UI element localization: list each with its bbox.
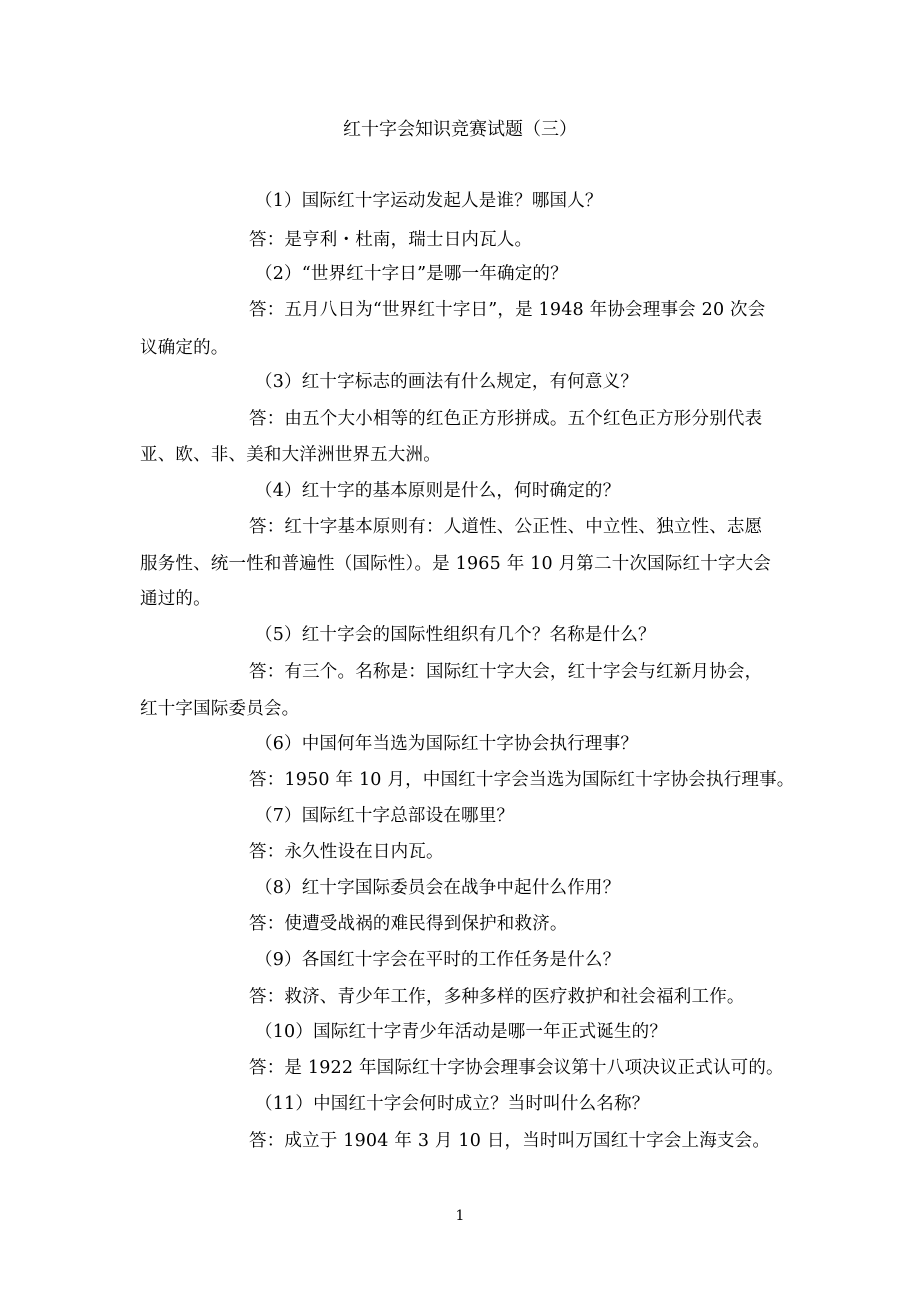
answer-4-line-2: 服务性、统一性和普遍性（国际性）。是 1965 年 10 月第二十次国际红十字大会 bbox=[140, 554, 772, 574]
page-number: 1 bbox=[455, 1208, 465, 1224]
question-10: （10）国际红十字青少年活动是哪一年正式诞生的？ bbox=[255, 1022, 668, 1042]
question-5: （5）红十字会的国际性组织有几个？名称是什么？ bbox=[255, 625, 656, 645]
answer-5-line-1: 答：有三个。名称是：国际红十字大会，红十字会与红新月协会， bbox=[249, 662, 763, 682]
answer-8-line-1: 答：使遭受战祸的难民得到保护和救济。 bbox=[249, 914, 568, 934]
answer-1-line-1: 答：是亨利・杜南，瑞士日内瓦人。 bbox=[249, 230, 533, 250]
answer-6-line-1: 答：1950 年 10 月，中国红十字会当选为国际红十字协会执行理事。 bbox=[249, 770, 795, 790]
answer-11-line-1: 答：成立于 1904 年 3 月 10 日，当时叫万国红十字会上海支会。 bbox=[249, 1131, 771, 1151]
answer-2-line-2: 议确定的。 bbox=[140, 338, 229, 358]
answer-5-line-2: 红十字国际委员会。 bbox=[140, 699, 300, 719]
answer-9-line-1: 答：救济、青少年工作，多种多样的医疗救护和社会福利工作。 bbox=[249, 987, 745, 1007]
question-4: （4）红十字的基本原则是什么，何时确定的？ bbox=[255, 481, 621, 501]
question-2: （2）“世界红十字日”是哪一年确定的？ bbox=[255, 264, 568, 284]
question-11: （11）中国红十字会何时成立？当时叫什么名称？ bbox=[255, 1094, 650, 1114]
question-9: （9）各国红十字会在平时的工作任务是什么？ bbox=[255, 950, 621, 970]
question-6: （6）中国何年当选为国际红十字协会执行理事？ bbox=[255, 734, 639, 754]
answer-4-line-1: 答：红十字基本原则有：人道性、公正性、中立性、独立性、志愿 bbox=[249, 517, 763, 537]
answer-2-line-1: 答：五月八日为“世界红十字日”，是 1948 年协会理事会 20 次会 bbox=[249, 300, 766, 320]
answer-4-line-3: 通过的。 bbox=[140, 589, 211, 609]
answer-3-line-1: 答：由五个大小相等的红色正方形拼成。五个红色正方形分别代表 bbox=[249, 409, 763, 429]
document-title: 红十字会知识竞赛试题（三） bbox=[343, 119, 577, 140]
answer-10-line-1: 答：是 1922 年国际红十字协会理事会议第十八项决议正式认可的。 bbox=[249, 1058, 784, 1078]
answer-7-line-1: 答：永久性设在日内瓦。 bbox=[249, 842, 444, 862]
answer-3-line-2: 亚、欧、非、美和大洋洲世界五大洲。 bbox=[140, 445, 441, 465]
question-3: （3）红十字标志的画法有什么规定，有何意义？ bbox=[255, 372, 639, 392]
question-8: （8）红十字国际委员会在战争中起什么作用？ bbox=[255, 878, 621, 898]
question-7: （7）国际红十字总部设在哪里？ bbox=[255, 806, 515, 826]
question-1: （1）国际红十字运动发起人是谁？哪国人？ bbox=[255, 191, 603, 211]
